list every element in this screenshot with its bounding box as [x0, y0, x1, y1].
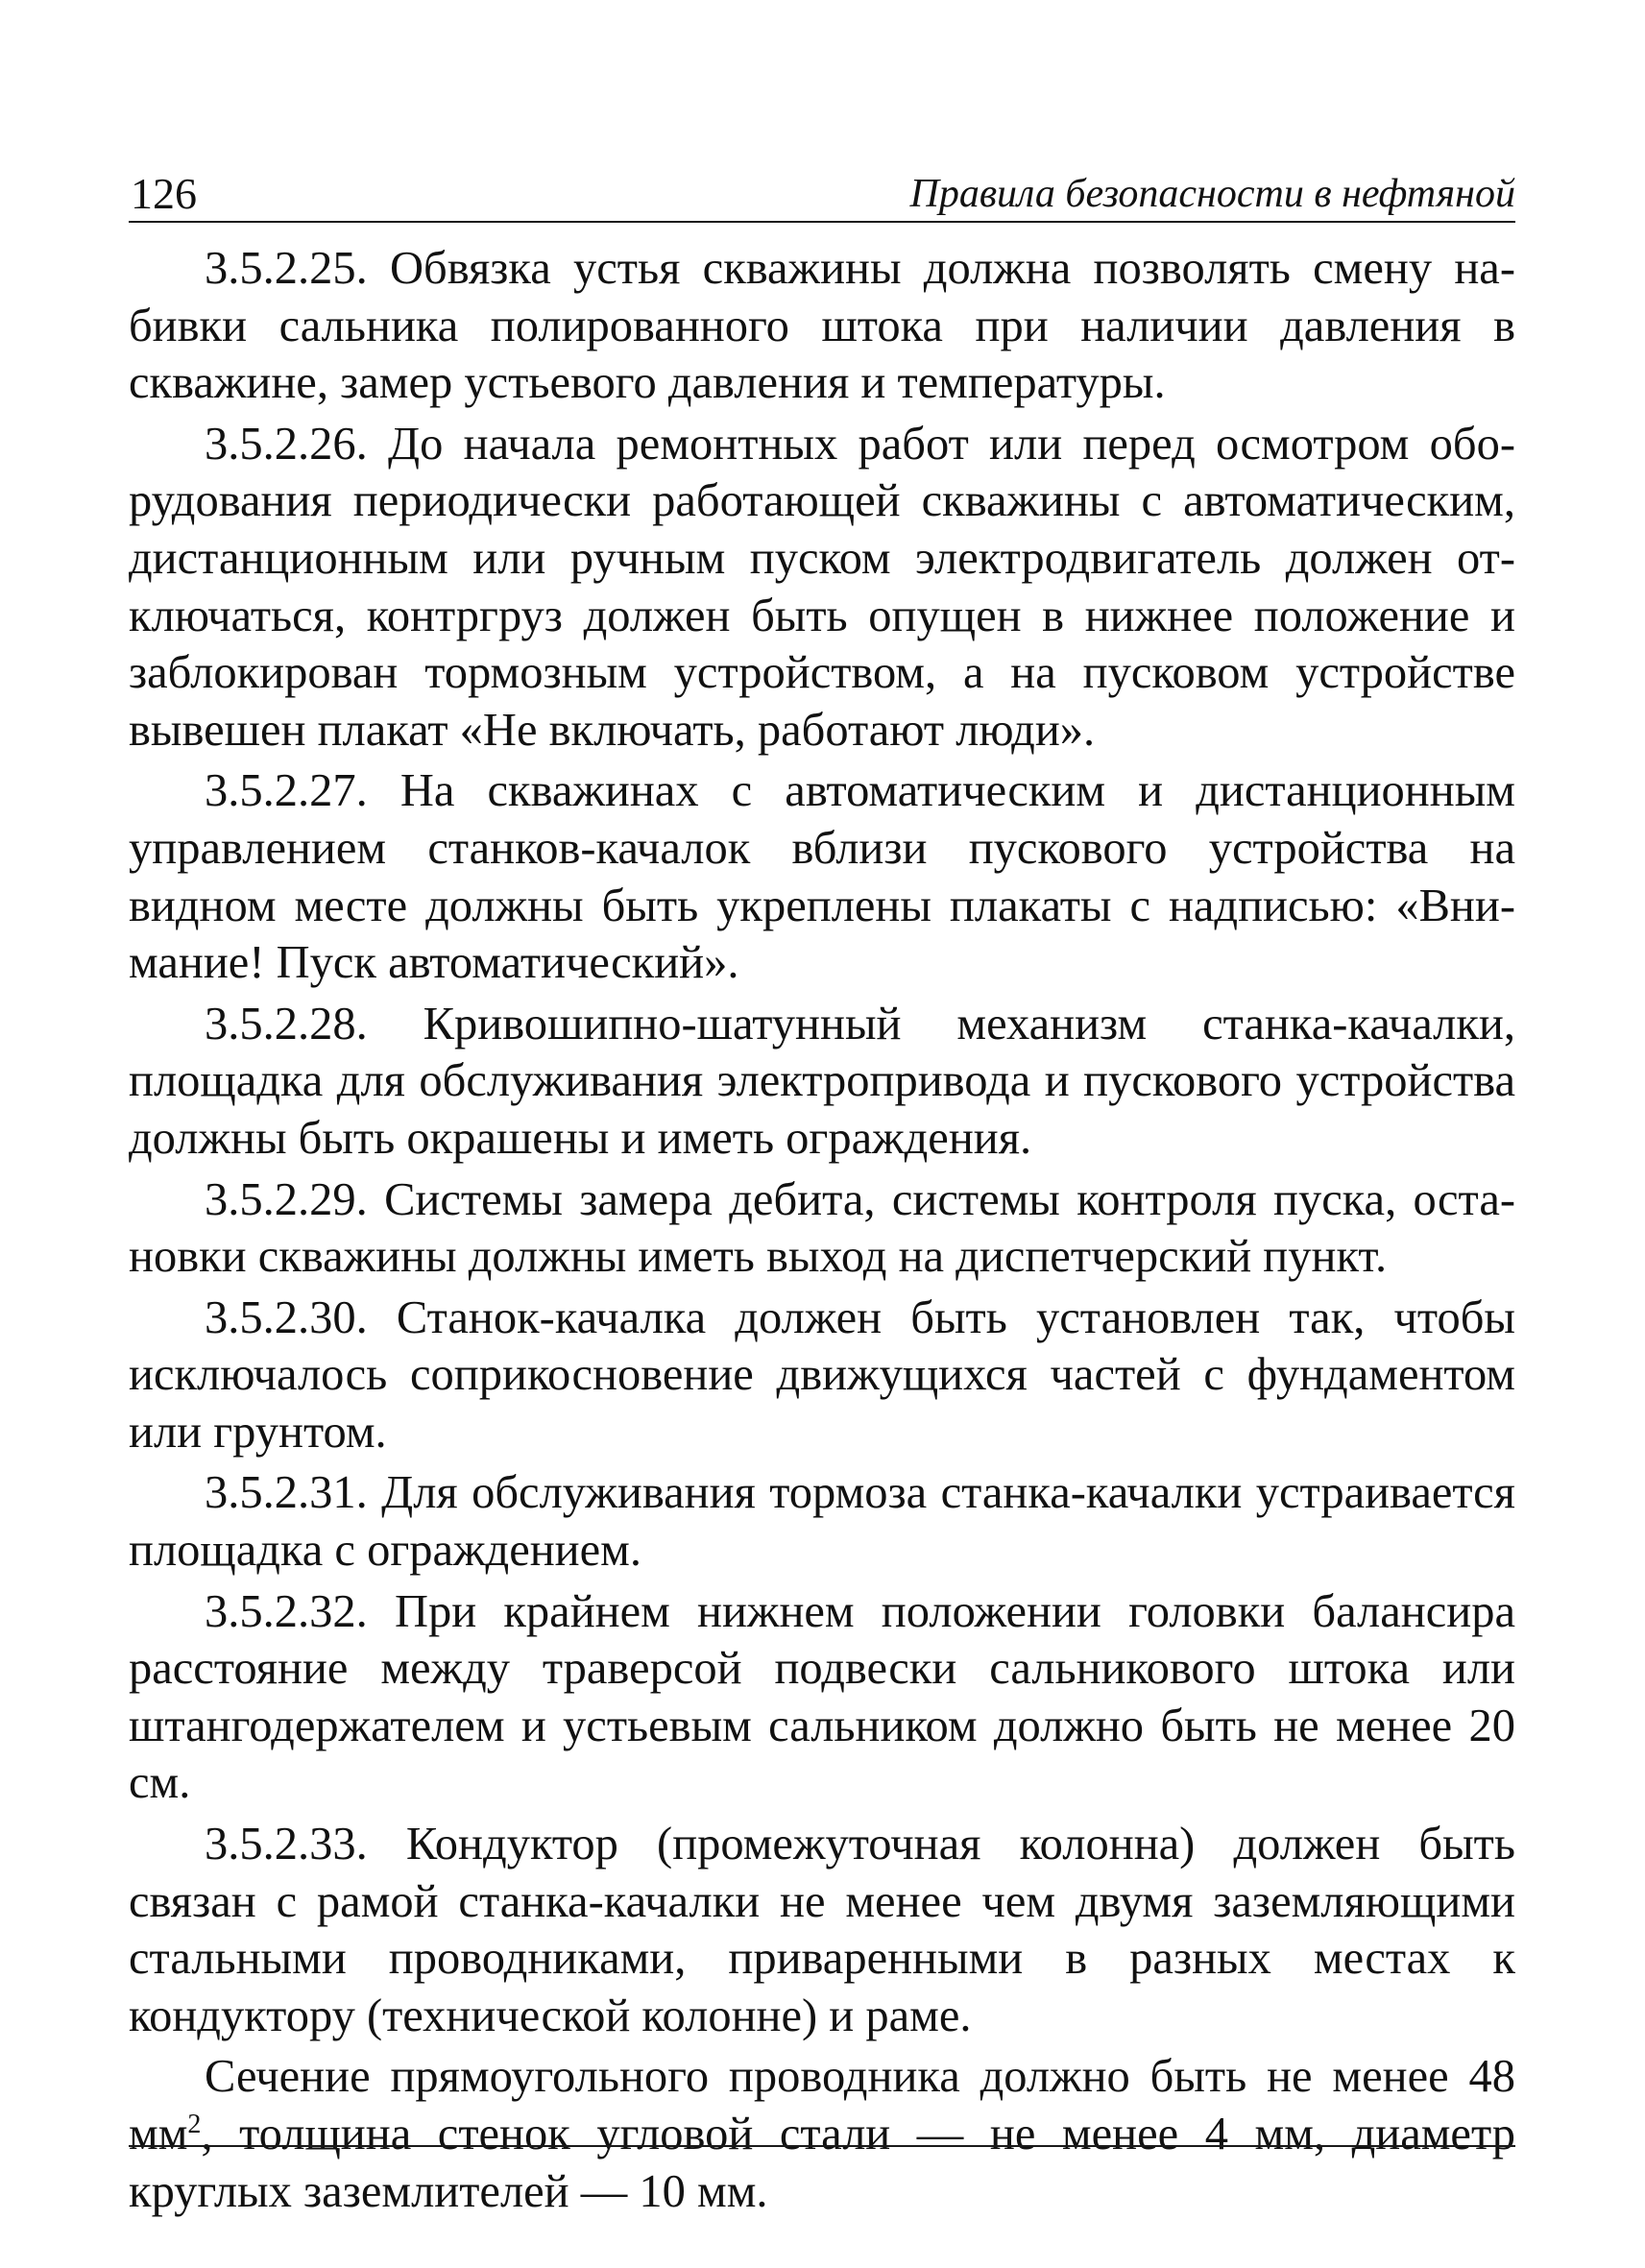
conductor-text-start: Сечение прямоугольного проводника должно быть не менее 48 мм [129, 2051, 1515, 2159]
superscript-squared: 2 [187, 2109, 202, 2139]
document-page [129, 0, 1515, 2268]
paragraph-3-5-2-27: 3.5.2.27. На скважинах с автоматическим и дистанционным управлением станков-качалок вблизи пускового устройства на видном месте должны быть укреплены плакаты с надписью: «Внимание! Пуск автоматический». [129, 765, 1515, 989]
page-number: 126 [131, 169, 197, 218]
paragraph-3-5-2-30: 3.5.2.30. Станок-качалка должен быть установлен так, чтобы исключалось соприкосновение движущихся частей с фундаментом или грунтом. [129, 1291, 1515, 1458]
paragraph-3-5-2-26: 3.5.2.26. До начала ремонтных работ или перед осмотром оборудования периодически работающей скважины с автоматическим, дистанционным или ручным пуском электродвигатель должен отключаться, контргруз должен быть опущен в нижнее положение и заблокирован тормозным устройством, а на пусковом устройстве вывешен плакат «Не включать, работают люди». [129, 418, 1515, 756]
paragraph-3-5-2-31: 3.5.2.31. Для обслуживания тормоза станка-качалки устраивается площадка с ограждением. [129, 1467, 1515, 1577]
page-header [129, 161, 1515, 223]
paragraph-3-5-2-29: 3.5.2.29. Системы замера дебита, системы контроля пуска, остановки скважины должны иметь выход на диспетчерский пункт. [129, 1173, 1515, 1283]
conductor-text-end: , толщина стенок угловой стали — не менее 4 мм, диаметр круглых заземлителей — 10 мм. [129, 2109, 1515, 2217]
paragraph-3-5-2-32: 3.5.2.32. При крайнем нижнем положении головки балансира расстояние между траверсой подвески сальникового штока или штангодержателем и устьевым сальником должно быть не менее 20 см. [129, 1585, 1515, 1809]
paragraph-conductor-section [129, 2048, 1515, 2220]
running-title: Правила безопасности в нефтяной [909, 172, 1515, 216]
paragraph-3-5-2-28: 3.5.2.28. Кривошипно-шатунный механизм станка-качалки, площадка для обслуживания электропривода и пускового устройства должны быть окрашены и иметь ограждения. [129, 998, 1515, 1164]
paragraph-3-5-2-33: 3.5.2.33. Кондуктор (промежуточная колонна) должен быть связан с рамой станка-качалки не менее чем двумя заземляющими стальными проводниками, приваренными в разных местах к кондуктору (технической колонне) и раме. [129, 1819, 1515, 2041]
body-text [129, 240, 1515, 2224]
paragraph-3-5-2-25: 3.5.2.25. Обвязка устья скважины должна позволять смену набивки сальника полированного штока при наличии давления в скважине, замер устьевого давления и температуры. [129, 243, 1515, 409]
footer-rule [129, 2145, 1515, 2147]
